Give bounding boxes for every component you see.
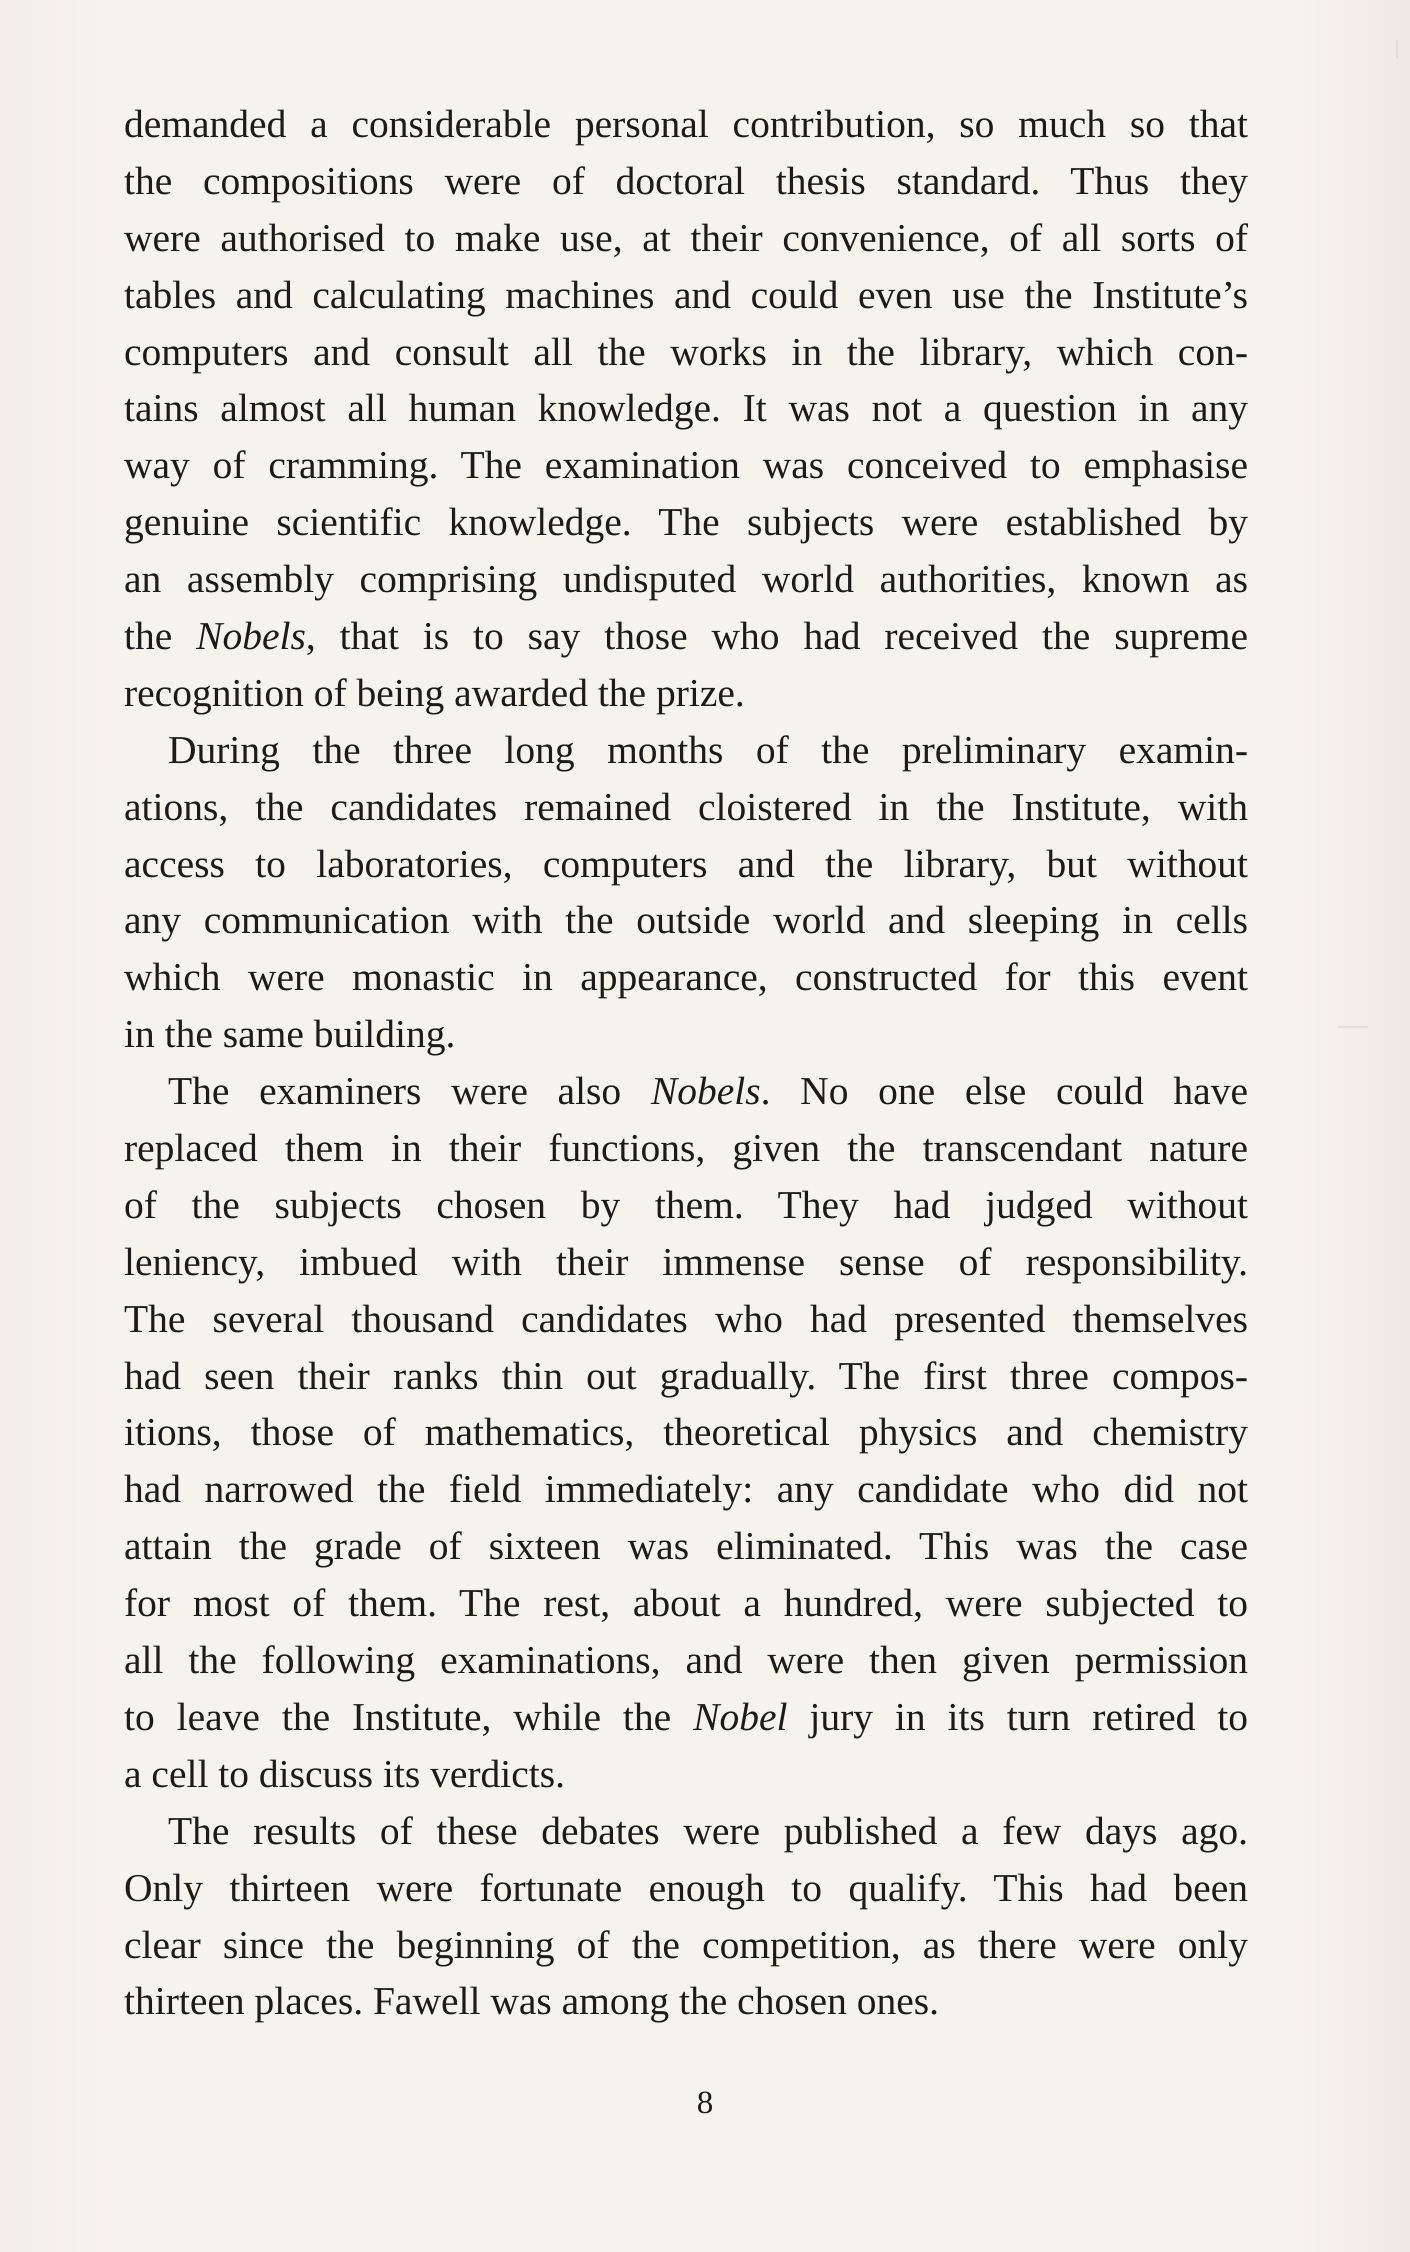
text-segment: the bbox=[124, 614, 197, 659]
page-number: 8 bbox=[696, 2085, 714, 2121]
text-segment: an assembly comprising undisputed world authorities, known as bbox=[124, 557, 1248, 602]
text-segment: computers and consult all the works in the library, which con- bbox=[124, 329, 1248, 374]
scan-mark bbox=[1338, 1026, 1368, 1028]
text-segment: which were monastic in appearance, constructed for this event bbox=[124, 955, 1248, 1000]
text-line bbox=[124, 1063, 1248, 1120]
text-segment: replaced them in their functions, given the transcendant nature bbox=[124, 1126, 1248, 1171]
text-line bbox=[124, 1404, 1248, 1461]
text-segment: in the same building. bbox=[124, 1012, 456, 1057]
text-segment: ations, the candidates remained cloistered in the Institute, with bbox=[124, 784, 1248, 829]
text-line bbox=[124, 1177, 1248, 1234]
italic-text: Nobels bbox=[650, 1069, 761, 1114]
text-segment: tains almost all human knowledge. It was not a question in any bbox=[124, 386, 1248, 431]
text-line bbox=[124, 1575, 1248, 1632]
text-segment: recognition of being awarded the prize. bbox=[124, 670, 745, 715]
text-line bbox=[124, 1234, 1248, 1291]
paragraph bbox=[124, 1803, 1248, 2031]
paragraph bbox=[124, 96, 1248, 722]
text-segment: had seen their ranks thin out gradually. The first three compos- bbox=[124, 1353, 1248, 1398]
text-segment: had narrowed the field immediately: any candidate who did not bbox=[124, 1467, 1248, 1512]
text-segment: Only thirteen were fortunate enough to qualify. This had been bbox=[124, 1865, 1248, 1910]
text-segment: thirteen places. Fawell was among the chosen ones. bbox=[124, 1979, 939, 2024]
text-line bbox=[124, 1973, 1248, 2030]
paragraph bbox=[124, 1063, 1248, 1803]
text-line bbox=[124, 722, 1248, 779]
text-line bbox=[124, 949, 1248, 1006]
text-segment: to leave the Institute, while the bbox=[124, 1694, 694, 1739]
text-line bbox=[124, 1291, 1248, 1348]
text-segment: . No one else could have bbox=[760, 1069, 1248, 1114]
text-segment: itions, those of mathematics, theoretical physics and chemistry bbox=[124, 1410, 1248, 1455]
text-line bbox=[124, 1461, 1248, 1518]
text-line bbox=[124, 267, 1248, 324]
text-segment: genuine scientific knowledge. The subjects were established by bbox=[124, 500, 1248, 545]
text-line bbox=[124, 1746, 1248, 1803]
text-line bbox=[124, 1860, 1248, 1917]
text-segment: , that is to say those who had received the supreme bbox=[305, 614, 1248, 659]
text-line bbox=[124, 1689, 1248, 1746]
text-line bbox=[124, 892, 1248, 949]
text-line bbox=[124, 380, 1248, 437]
text-segment: the compositions were of doctoral thesis standard. Thus they bbox=[124, 158, 1248, 203]
text-line bbox=[124, 665, 1248, 722]
text-line bbox=[124, 551, 1248, 608]
italic-text: Nobel bbox=[693, 1694, 788, 1739]
text-line bbox=[124, 608, 1248, 665]
text-segment: clear since the beginning of the competition, as there were only bbox=[124, 1922, 1248, 1967]
text-segment: leniency, imbued with their immense sense of responsibility. bbox=[124, 1239, 1248, 1284]
scan-mark bbox=[1396, 40, 1398, 58]
text-line bbox=[124, 836, 1248, 893]
text-segment: way of cramming. The examination was conceived to emphasise bbox=[124, 443, 1248, 488]
text-segment: attain the grade of sixteen was eliminated. This was the case bbox=[124, 1524, 1248, 1569]
text-line bbox=[124, 1120, 1248, 1177]
text-line bbox=[124, 1518, 1248, 1575]
text-line bbox=[124, 779, 1248, 836]
text-segment: tables and calculating machines and could even use the Institute’s bbox=[124, 272, 1248, 317]
text-segment: The several thousand candidates who had presented themselves bbox=[124, 1296, 1248, 1341]
text-line bbox=[124, 1348, 1248, 1405]
text-line bbox=[124, 494, 1248, 551]
text-segment: any communication with the outside world and sleeping in cells bbox=[124, 898, 1248, 943]
text-line bbox=[124, 96, 1248, 153]
text-line bbox=[124, 324, 1248, 381]
text-segment: all the following examinations, and were then given permission bbox=[124, 1638, 1248, 1683]
text-segment: jury in its turn retired to bbox=[787, 1694, 1248, 1739]
body-text bbox=[124, 96, 1248, 2030]
text-segment: The results of these debates were published a few days ago. bbox=[168, 1808, 1248, 1853]
text-segment: for most of them. The rest, about a hundred, were subjected to bbox=[124, 1581, 1248, 1626]
text-line bbox=[124, 153, 1248, 210]
text-segment: were authorised to make use, at their convenience, of all sorts of bbox=[124, 215, 1248, 260]
text-line bbox=[124, 210, 1248, 267]
text-segment: The examiners were also bbox=[168, 1069, 651, 1114]
text-segment: a cell to discuss its verdicts. bbox=[124, 1751, 565, 1796]
text-line bbox=[124, 1632, 1248, 1689]
text-segment: demanded a considerable personal contribution, so much so that bbox=[124, 102, 1248, 146]
text-line bbox=[124, 1917, 1248, 1974]
italic-text: Nobels bbox=[196, 614, 306, 659]
text-segment: access to laboratories, computers and the library, but without bbox=[124, 841, 1248, 886]
text-segment: During the three long months of the preliminary examin- bbox=[168, 727, 1248, 772]
text-segment: of the subjects chosen by them. They had judged without bbox=[124, 1182, 1248, 1227]
text-line bbox=[124, 1006, 1248, 1063]
text-line bbox=[124, 1803, 1248, 1860]
text-line bbox=[124, 437, 1248, 494]
paragraph bbox=[124, 722, 1248, 1063]
